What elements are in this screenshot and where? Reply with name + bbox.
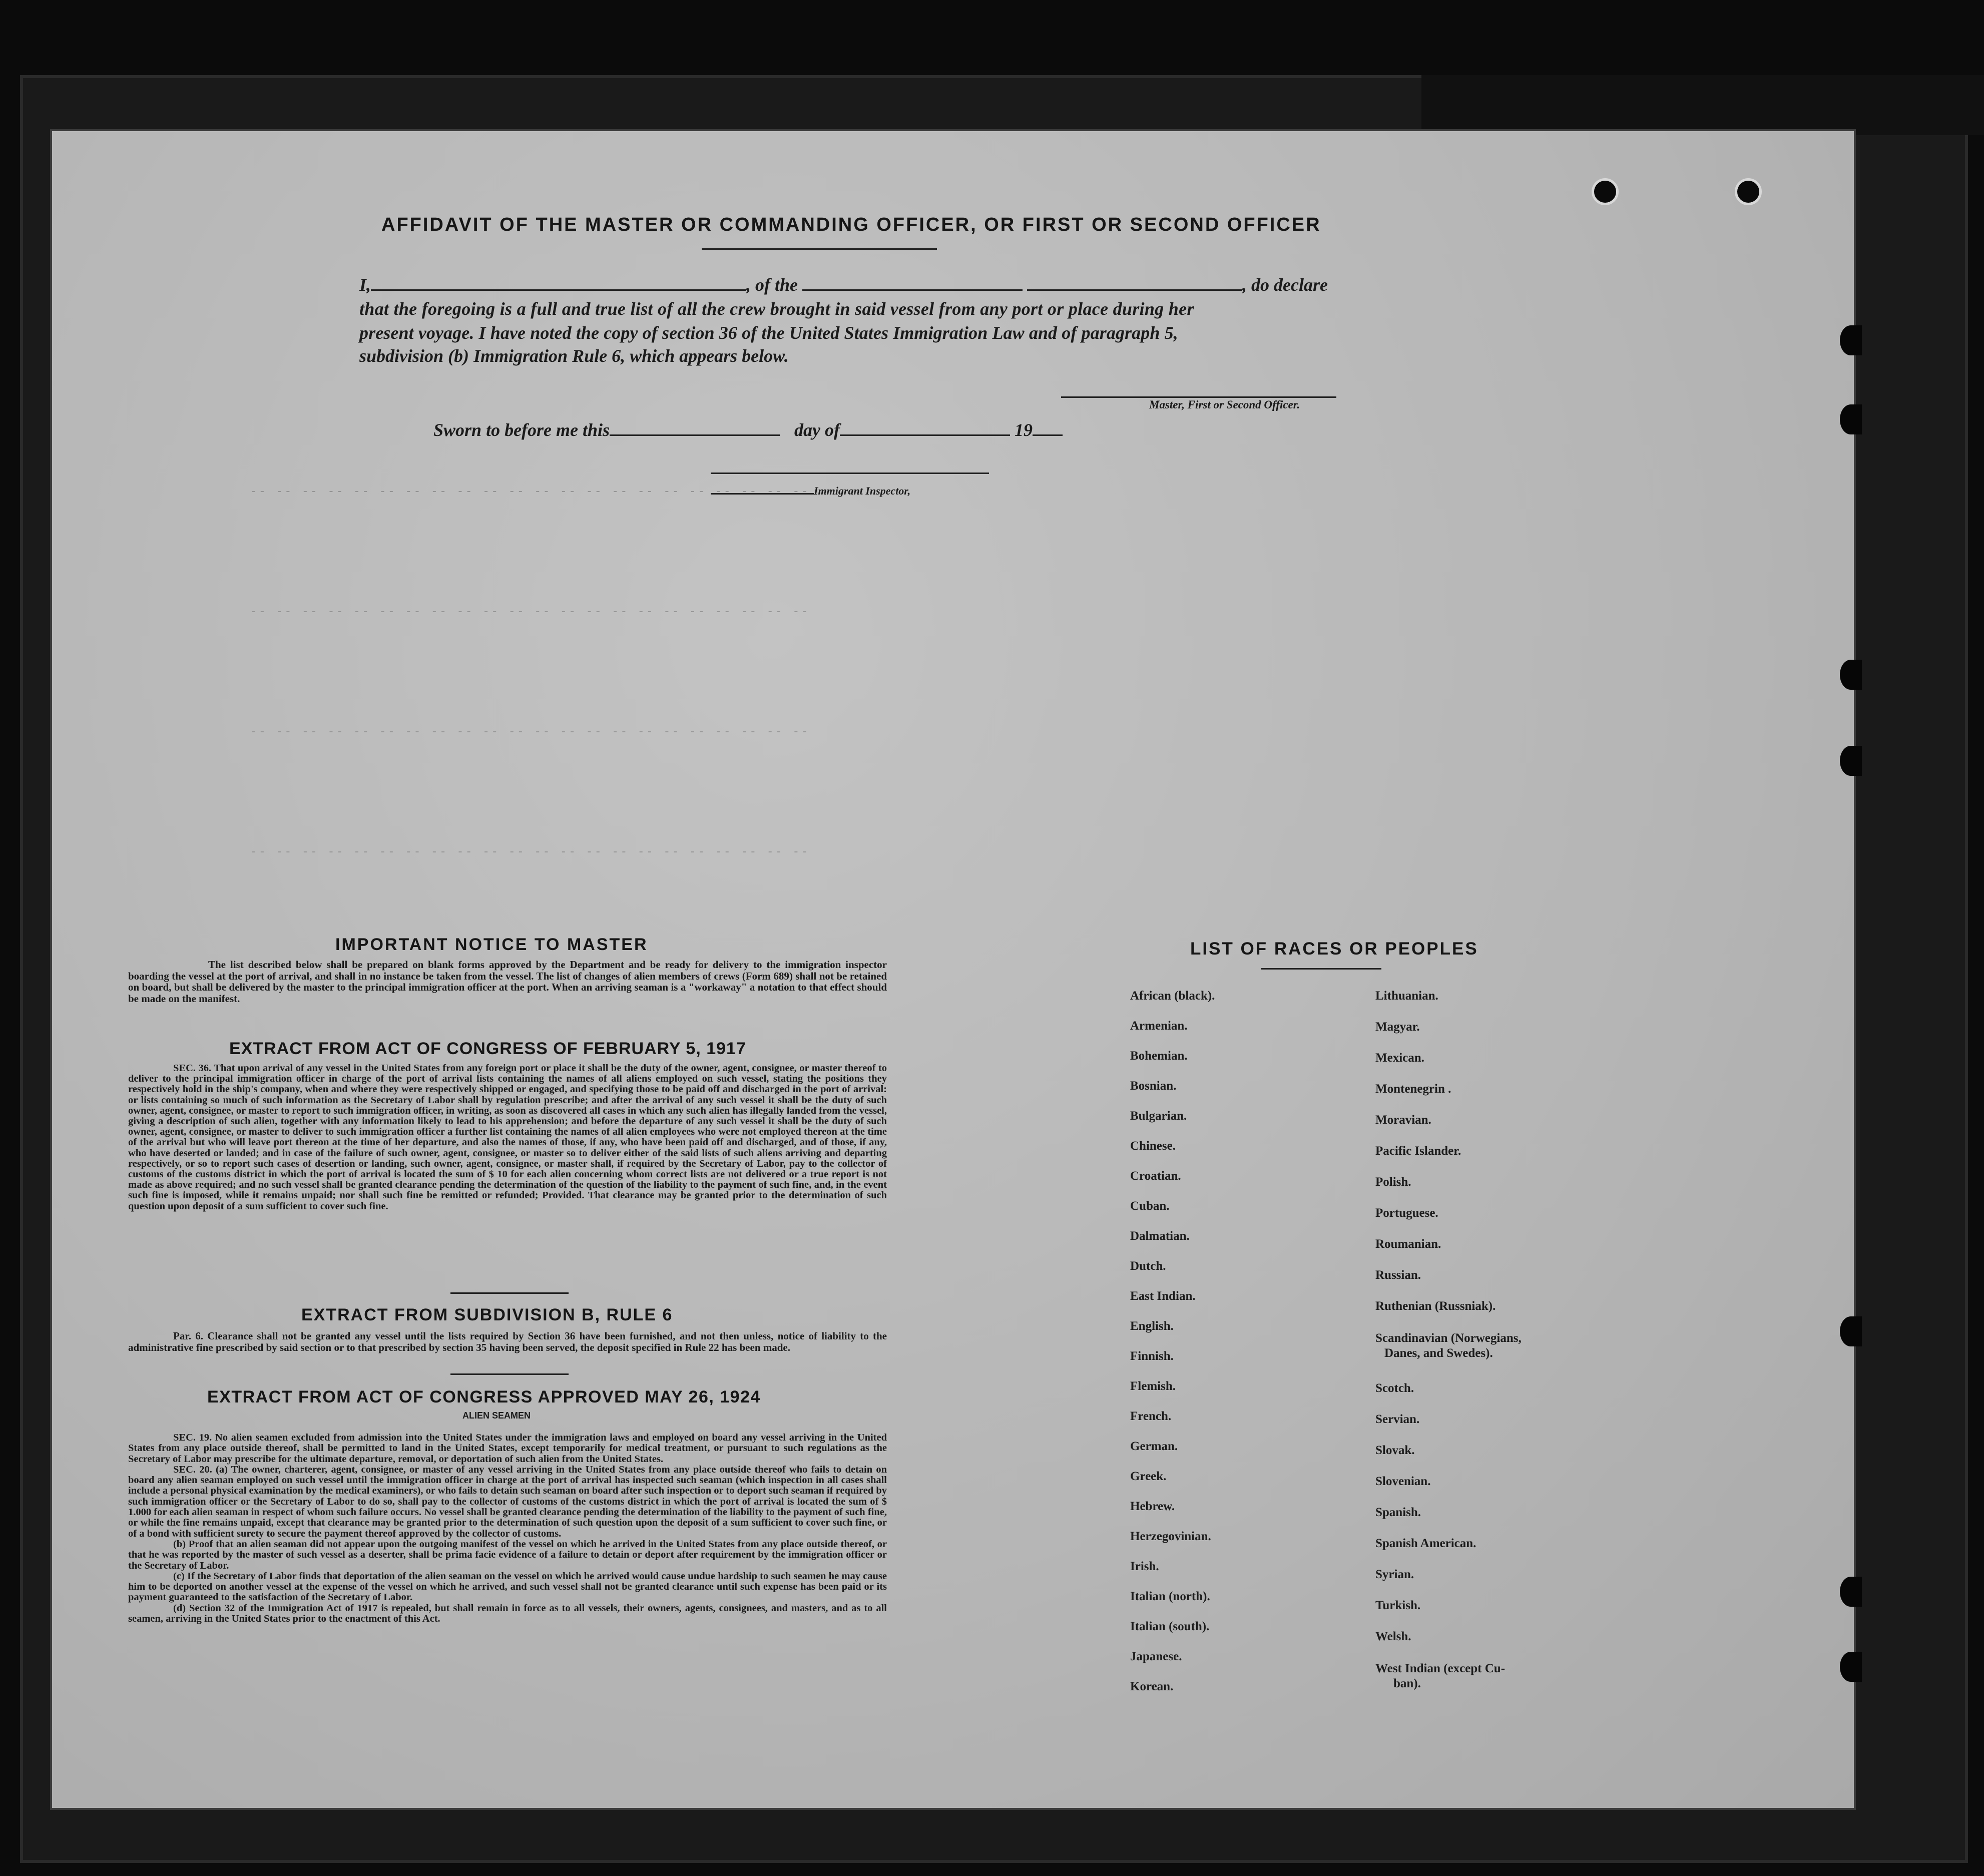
punch-hole [1592,178,1619,205]
master-signature-label: Master, First or Second Officer. [1149,398,1300,411]
race-item: Servian. [1375,1413,1420,1426]
inspector-label: Immigrant Inspector, [814,485,911,497]
race-item: Roumanian. [1375,1237,1441,1251]
race-item: Spanish American. [1375,1537,1476,1550]
binding-hole [1840,1577,1862,1607]
rule6-rule [450,1373,569,1375]
race-item: Welsh. [1375,1630,1411,1643]
race-item: Portuguese. [1375,1206,1438,1220]
race-item: East Indian. [1130,1289,1196,1303]
sec-20b-paragraph: (b) Proof that an alien seaman did not appear upon the outgoing manifest of the vessel on which he arrived in the United States from any place outside thereof, or that he was reported by the master of such vessel as a deserter, shall be prima facie evidence of a failure to detain or deport after requirement by the immigration officer or the Secretary of Labor. [128,1538,887,1571]
race-item: Lithuanian. [1375,989,1438,1003]
race-item: Montenegrin . [1375,1082,1451,1096]
binding-hole [1840,660,1862,690]
race-item: Italian (north). [1130,1590,1210,1603]
inspector-signature-line [711,473,989,474]
sworn-year-blank [1033,434,1063,436]
name-blank [371,289,746,291]
race-item: Cuban. [1130,1199,1170,1213]
race-item: Russian. [1375,1268,1421,1282]
race-item: Greek. [1130,1470,1167,1483]
sec-20d-paragraph: (d) Section 32 of the Immigration Act of 1917 is repealed, but shall remain in force as to all vessels, their owners, agents, consignees, and masters, and as to all seamen, arriving in the United States prior to the enactment of this Act. [128,1602,887,1625]
affidavit-line-2: that the foregoing is a full and true list of all the crew brought in said vessel from any port or place during her [359,299,1194,319]
race-item: Danes, and Swedes). [1384,1346,1493,1360]
sworn-day-of: day of [794,420,840,440]
race-item: Scotch. [1375,1381,1414,1395]
sworn-day-blank [610,434,780,436]
extract-1917-rule [450,1292,569,1294]
binding-hole [1840,325,1862,355]
race-item: Mexican. [1375,1051,1424,1065]
vessel-blank [802,289,1023,291]
race-item: West Indian (except Cu- [1375,1662,1506,1675]
inspector-row [711,485,910,498]
notice-paragraph: The list described below shall be prepared on blank forms approved by the Department and be ready for delivery to the immigration inspector boarding the vessel at the port of arrival, and shall in no instance be taken from the vessel. The list of changes of alien members of crews (Form 689) shall not be retained on board, but shall be delivered by the master to the principal immigration officer at the port. When an arriving seaman is a "workaway" a notation to that effect should be made on the manifest. [128,959,887,1005]
race-item: Dalmatian. [1130,1229,1190,1243]
race-item: Bohemian. [1130,1049,1188,1063]
race-item: French. [1130,1410,1172,1423]
race-item: Flemish. [1130,1379,1176,1393]
race-item: African (black). [1130,989,1215,1003]
inspector-blank [711,493,814,495]
binding-hole [1840,404,1862,434]
affidavit-line-4: subdivision (b) Immigration Rule 6, which appears below. [359,346,789,366]
affidavit-of-the: , of the [746,275,798,295]
affidavit-title: AFFIDAVIT OF THE MASTER OR COMMANDING OFFICER, OR FIRST OR SECOND OFFICER [381,214,1321,235]
sec-36-paragraph: SEC. 36. That upon arrival of any vessel in the United States from any foreign port or place it shall be the duty of the owner, agent, consignee, or master thereof to deliver to the principal immigration officer in charge of the port of arrival lists containing the names of all aliens employed on such vessel, stating the positions they respectively hold in the ship's company, when and where they were respectively shipped or engaged, and specifying those to be paid off and discharged in the port of arrival: or lists containing so much of such information as the Secretary of Labor shall by regulation prescribe; and after the arrival of any such vessel it shall be the duty of such owner, agent, consignee, or master to report to such immigration officer, in writing, as soon as discovered all cases in which any such alien has illegally landed from the vessel, giving a description of such alien, together with any information likely to lead to his apprehension; and before the departure of any such vessel it shall be the duty of such owner, agent, consignee, or master to deliver to such immigration officer a further list containing the names of all alien employees who were not employed thereon at the time of the arrival but who will leave port thereon at the time of her departure, and also the names of those, if any, who have been paid off and discharged, and of those, if any, who have deserted or landed; and in case of the failure of such owner, agent, consignee, or master so to deliver either of the said lists of such aliens arriving and departing respectively, or so to report such cases of desertion or landing, such owner, agent, consignee, or master shall, if required by the Secretary of Labor, pay to the collector of customs of the customs district in which the port of arrival is located the sum of $ 10 for each alien concerning whom correct lists are not delivered or a true report is not made as above required; and no such vessel shall be granted clearance pending the determination of the question of the liability to the payment of such fine, and, in the event such fine is imposed, while it remains unpaid; nor shall such fine be remitted or refunded; Provided. That clearance may be granted prior to the determination of such question upon deposit of a sum sufficient to cover such fine. [128,1063,887,1212]
extract-1924-title: EXTRACT FROM ACT OF CONGRESS APPROVED MAY 26, 1924 [207,1387,761,1406]
race-item: Irish. [1130,1560,1159,1573]
affidavit-do-declare: , do declare [1242,275,1328,295]
binding-hole [1840,1652,1862,1682]
sec-19-paragraph: SEC. 19. No alien seamen excluded from admission into the United States under the immigration laws and employed on board any vessel arriving in the United States from any place outside thereof, shall be permitted to land in the United States, except temporarily for medical treatment, or pursuant to such regulations as the Secretary of Labor may prescribe for the ultimate departure, removal, or deportation of such alien from the United States. [128,1432,887,1465]
sec-20c-paragraph: (c) If the Secretary of Labor finds that deportation of the alien seaman on the vessel on which he arrived would cause undue hardship to such seamen he may cause him to be deported on another vessel at the expense of the vessel on which he arrived, and such vessel shall not be granted clearance until such expense has been paid or its payment guaranteed to the satisfaction of the Secretary of Labor. [128,1570,887,1603]
punch-hole [1735,178,1762,205]
races-title-rule [1261,968,1381,970]
race-item: Syrian. [1375,1568,1414,1581]
race-item: Korean. [1130,1680,1174,1693]
race-item: Slovak. [1375,1444,1415,1457]
extract-1917-title: EXTRACT FROM ACT OF CONGRESS OF FEBRUARY 5, 1917 [229,1039,746,1058]
race-item: English. [1130,1319,1174,1333]
race-item: Turkish. [1375,1599,1421,1612]
race-item: Croatian. [1130,1169,1181,1183]
master-signature-line [1061,396,1336,398]
race-item: Spanish. [1375,1506,1421,1519]
race-item: Dutch. [1130,1259,1166,1273]
notice-text [128,959,887,1004]
sworn-line [433,419,1063,440]
sec-20a-paragraph: SEC. 20. (a) The owner, charterer, agent, consignee, or master of any vessel arriving in the United States from any place outside thereof who fails to detain on board any alien seaman employed on such vessel until the immigration officer in charge at the port of arrival has inspected such seaman (which inspection in all cases shall include a personal physical examination by the medical examiners), or who fails to detain such seaman on board after such inspection or to deport such seaman if required by such immigration officer or the Secretary of Labor to do so, shall pay to the collector of customs of the customs district in which the port of arrival is located the sum of $ 1.000 for each alien seaman in respect of whom such failure occurs. No vessel shall be granted clearance pending the determination of the liability to the payment of such fine, or while the fine remains unpaid, except that clearance may be granted prior to the determination of such question upon the deposit of a sum sufficient to cover such fine, or of a bond with sufficient surety to secure the payment thereof approved by the collector of customs. [128,1464,887,1539]
race-item: Chinese. [1130,1139,1176,1153]
sworn-year: 19 [1015,420,1033,440]
affidavit-line-1 [359,274,1340,295]
frame-tab [1421,75,1984,135]
sworn-label: Sworn to before me this [433,420,610,440]
bleed-through: -- -- -- -- -- -- -- -- -- -- -- -- -- -- -- -- -- -- -- -- -- -- [250,606,810,618]
race-item: Bulgarian. [1130,1109,1187,1123]
sworn-month-blank [840,434,1010,436]
race-item: Ruthenian (Russniak). [1375,1299,1496,1313]
vessel-blank-2 [1027,289,1242,291]
affidavit-line-3: present voyage. I have noted the copy of section 36 of the United States Immigration Law and of paragraph 5, [359,323,1178,343]
races-title: LIST OF RACES OR PEOPLES [1190,939,1478,959]
binding-hole [1840,746,1862,776]
bleed-through: -- -- -- -- -- -- -- -- -- -- -- -- -- -- -- -- -- -- -- -- -- -- [250,846,810,858]
race-item: Armenian. [1130,1019,1188,1033]
race-item: Magyar. [1375,1020,1420,1034]
race-item: Scandinavian (Norwegians, [1375,1331,1522,1345]
race-item: Pacific Islander. [1375,1144,1461,1158]
affidavit-i: I, [359,275,371,295]
rule6-text [128,1330,887,1353]
race-item: Herzegovinian. [1130,1530,1211,1543]
affidavit-title-rule [702,248,937,250]
race-item: Polish. [1375,1175,1411,1189]
race-item: Hebrew. [1130,1500,1175,1513]
race-item: Finnish. [1130,1349,1174,1363]
extract-1924-subtitle: ALIEN SEAMEN [462,1411,531,1421]
race-item: ban). [1393,1677,1421,1690]
bleed-through: -- -- -- -- -- -- -- -- -- -- -- -- -- -- -- -- -- -- -- -- -- -- [250,726,810,738]
extract-1917-text [128,1063,887,1212]
race-item: Bosnian. [1130,1079,1177,1093]
binding-hole [1840,1316,1862,1346]
race-item: Moravian. [1375,1113,1431,1127]
notice-title: IMPORTANT NOTICE TO MASTER [335,935,648,954]
race-item: Slovenian. [1375,1475,1431,1488]
race-item: Italian (south). [1130,1620,1210,1633]
bleed-through: -- -- -- -- -- -- -- -- -- -- -- -- -- -- -- -- -- -- -- -- -- -- [250,486,810,498]
extract-1924-text [128,1433,887,1624]
rule6-title: EXTRACT FROM SUBDIVISION B, RULE 6 [301,1305,673,1324]
race-item: Japanese. [1130,1650,1182,1663]
race-item: German. [1130,1440,1178,1453]
rule6-paragraph: Par. 6. Clearance shall not be granted any vessel until the lists required by Section 36 have been furnished, and not then unless, notice of liability to the administrative fine prescribed by said section or to that prescribed by section 35 having been served, the deposit specified in Rule 22 has been made. [128,1330,887,1353]
